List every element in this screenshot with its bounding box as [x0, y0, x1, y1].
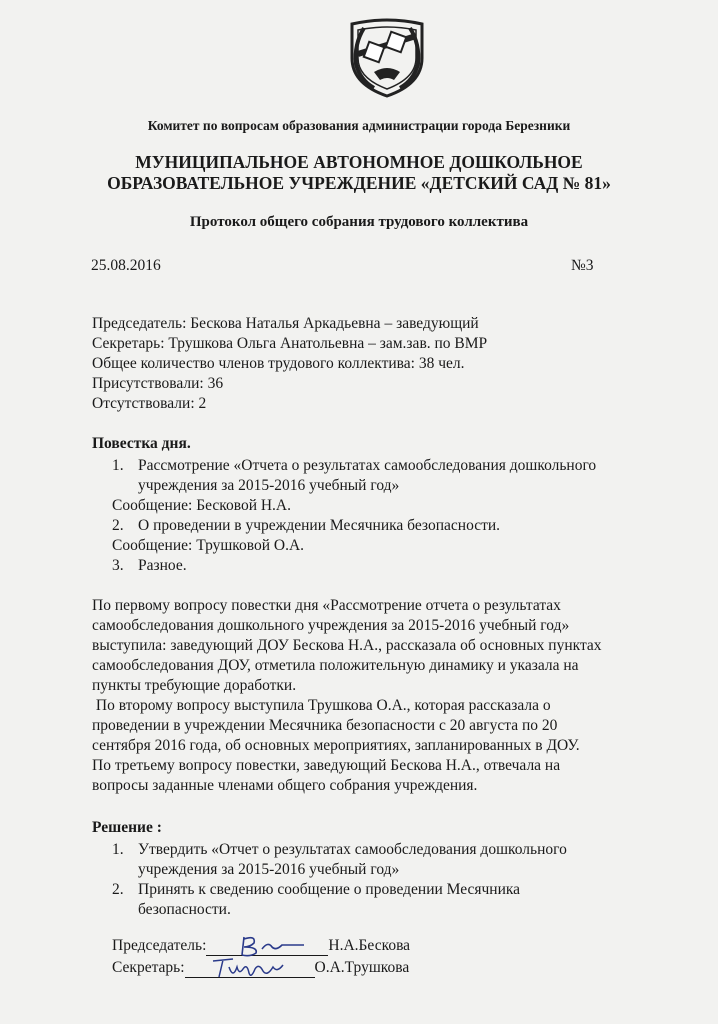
agenda-item-number: 2.	[112, 517, 124, 534]
agenda-item	[112, 516, 648, 536]
organization-name	[0, 152, 718, 194]
decision-list	[112, 840, 618, 920]
meeting-info	[92, 314, 487, 414]
agenda-item-speaker: Сообщение: Трушковой О.А.	[112, 537, 305, 554]
agenda-item-text: Рассмотрение «Отчета о результатах самообследования дошкольного учреждения за 2015-2016 учебный год»	[138, 457, 597, 494]
info-members: Общее количество членов трудового коллектива: 38 чел.	[92, 355, 465, 372]
agenda-item-speaker: Сообщение: Бесковой Н.А.	[112, 497, 291, 514]
info-secretary: Секретарь: Трушкова Ольга Анатольевна – зам.зав. по ВМР	[92, 335, 488, 352]
body-line: самообследования ДОУ, отметила положительную динамику и указала на	[92, 657, 579, 674]
body-line: По второму вопросу выступила Трушкова О.А., которая рассказала о	[92, 697, 551, 714]
decision-item-number: 1.	[112, 841, 124, 858]
body-line: По первому вопросу повестки дня «Рассмотрение отчета о результатах	[92, 597, 561, 614]
body-line: сентября 2016 года, об основных мероприятиях, запланированных в ДОУ.	[92, 737, 580, 754]
agenda-list	[112, 456, 648, 576]
decision-item-text: Принять к сведению сообщение о проведении Месячника безопасности.	[138, 881, 521, 918]
secretary-signature-line	[185, 961, 315, 978]
org-line-1: МУНИЦИПАЛЬНОЕ АВТОНОМНОЕ ДОШКОЛЬНОЕ	[135, 152, 583, 172]
agenda-item-text: О проведении в учреждении Месячника безопасности.	[138, 517, 501, 534]
secretary-label: Секретарь:	[112, 959, 185, 976]
chair-name: Н.А.Бескова	[328, 937, 411, 954]
info-chair: Председатель: Бескова Наталья Аркадьевна – заведующий	[92, 315, 479, 332]
decision-item-text: Утвердить «Отчет о результатах самообследования дошкольного учреждения за 2015-2016 учебный год»	[138, 841, 567, 878]
body-line: пункты требующие доработки.	[92, 677, 297, 694]
protocol-number: №3	[571, 257, 594, 274]
chair-label: Председатель:	[112, 937, 207, 954]
protocol-date: 25.08.2016	[91, 257, 161, 274]
info-absent: Отсутствовали: 2	[92, 395, 207, 412]
body-line: проведении в учреждении Месячника безопасности с 20 августа по 20	[92, 717, 558, 734]
body-line: самообследования дошкольного учреждения за 2015-2016 учебный год»	[92, 617, 570, 634]
agenda-item	[112, 556, 648, 576]
decision-heading: Решение :	[92, 819, 162, 836]
decision-item	[112, 880, 618, 920]
protocol-title: Протокол общего собрания трудового коллектива	[189, 214, 529, 230]
agenda-item	[112, 456, 648, 496]
city-coat-of-arms-icon	[344, 14, 430, 100]
secretary-signature-icon	[185, 953, 295, 983]
committee-line: Комитет по вопросам образования администрации города Березники	[147, 118, 571, 133]
decision-item-number: 2.	[112, 881, 124, 898]
minutes-body	[92, 596, 602, 796]
org-line-2: ОБРАЗОВАТЕЛЬНОЕ УЧРЕЖДЕНИЕ «ДЕТСКИЙ САД № 81»	[107, 173, 611, 193]
agenda-heading: Повестка дня.	[92, 435, 191, 452]
secretary-signature-row	[112, 958, 409, 978]
body-line: По третьему вопросу повестки, заведующий Бескова Н.А., отвечала на	[92, 757, 561, 774]
agenda-item-number: 3.	[112, 557, 124, 574]
body-line: вопросы заданные членами общего собрания учреждения.	[92, 777, 478, 794]
info-present: Присутствовали: 36	[92, 375, 224, 392]
decision-item	[112, 840, 618, 880]
agenda-item-text: Разное.	[138, 557, 187, 574]
agenda-item-number: 1.	[112, 457, 124, 474]
body-line: выступила: заведующий ДОУ Бескова Н.А., рассказала об основных пунктах	[92, 637, 602, 654]
secretary-name: О.А.Трушкова	[314, 959, 410, 976]
